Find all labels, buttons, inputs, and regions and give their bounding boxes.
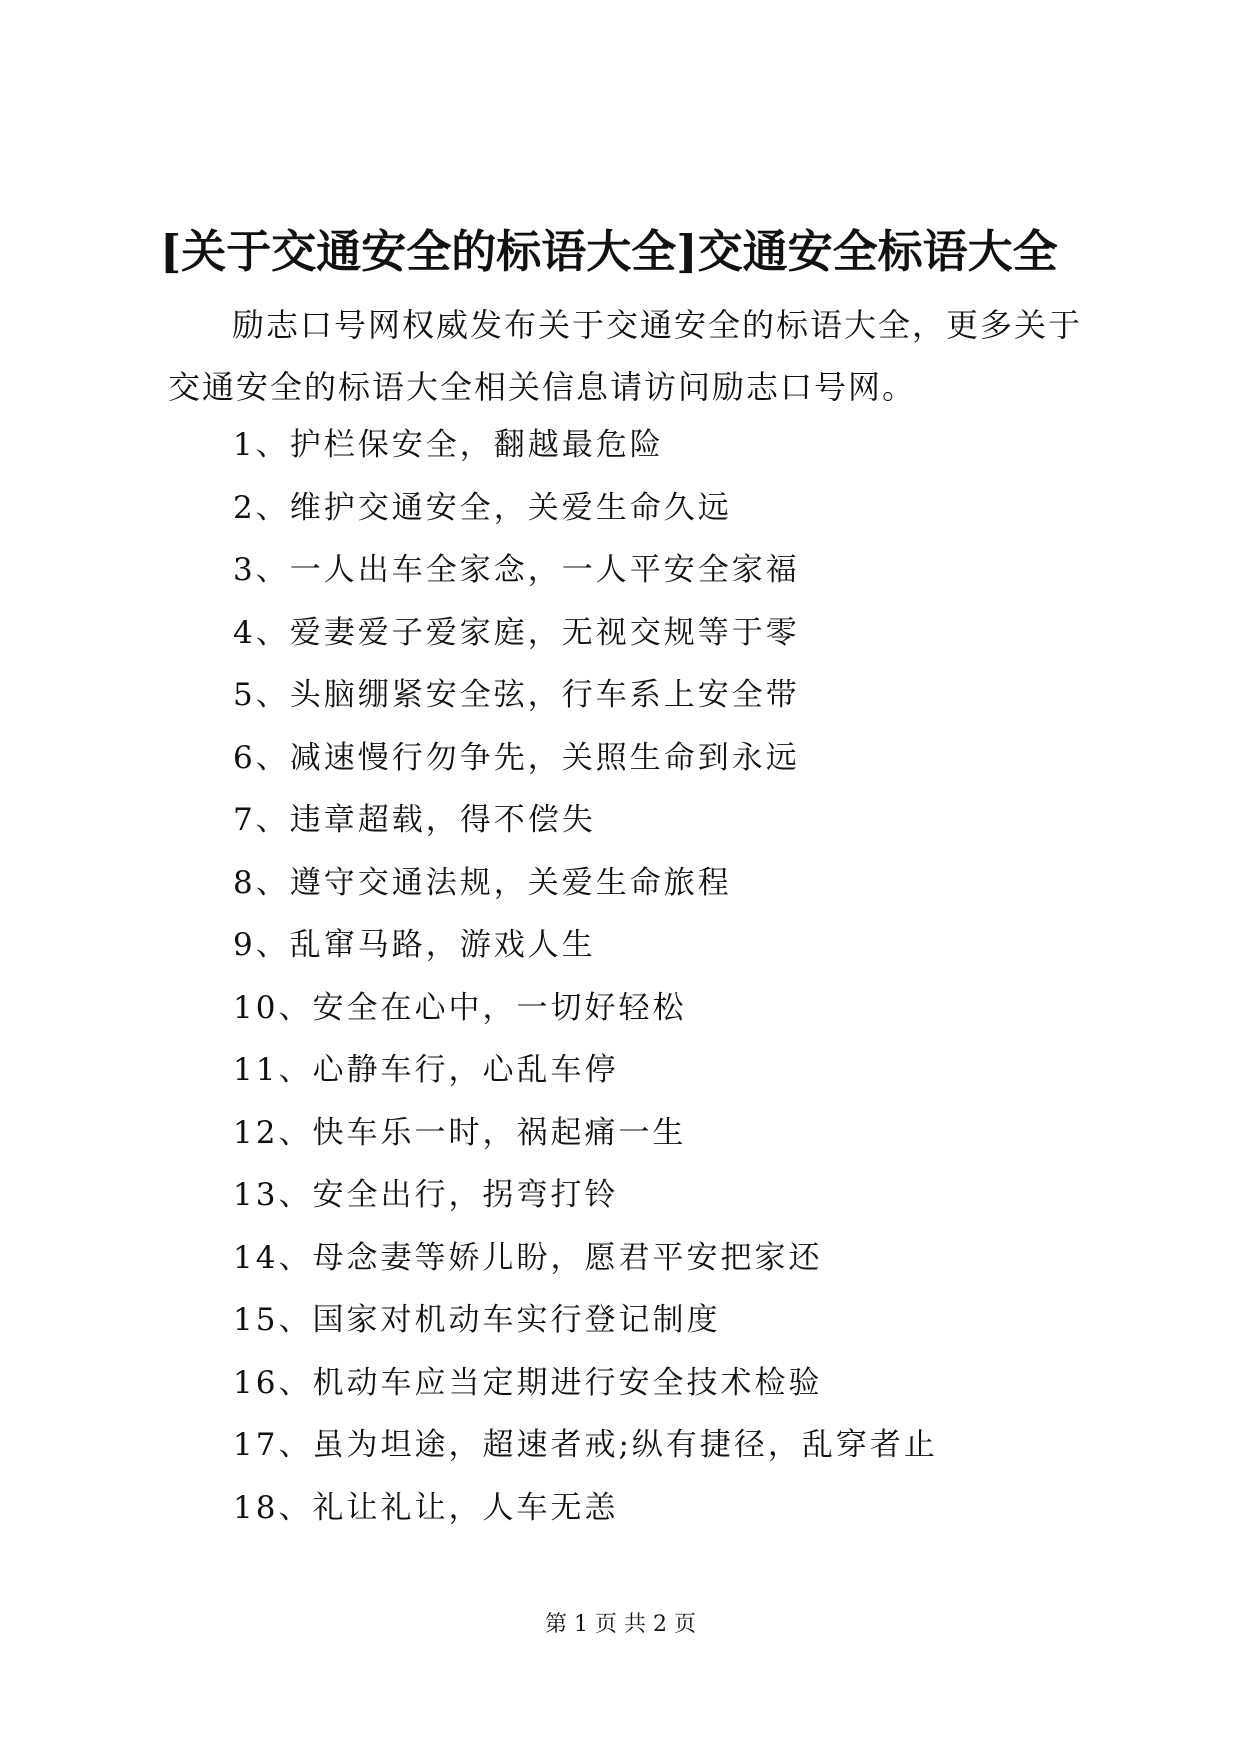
slogan-item: 8、遵守交通法规，关爱生命旅程 — [233, 864, 732, 901]
slogan-item: 18、礼让礼让，人车无恙 — [233, 1489, 619, 1526]
slogan-item: 13、安全出行，拐弯打铃 — [233, 1177, 619, 1213]
slogan-item: 16、机动车应当定期进行安全技术检验 — [233, 1364, 823, 1401]
slogan-item: 14、母念妻等娇儿盼，愿君平安把家还 — [233, 1239, 823, 1276]
slogan-item: 11、心静车行，心乱车停 — [233, 1052, 619, 1088]
slogan-item: 5、头脑绷紧安全弦，行车系上安全带 — [233, 677, 800, 713]
intro-paragraph: 励志口号网权威发布关于交通安全的标语大全，更多关于交通安全的标语大全相关信息请访问励志口号网。 — [168, 306, 1083, 406]
slogan-item: 10、安全在心中，一切好轻松 — [233, 989, 687, 1026]
slogan-item: 7、违章超载，得不偿失 — [233, 802, 596, 838]
slogan-item: 6、减速慢行勿争先，关照生命到永远 — [233, 739, 800, 776]
slogan-item: 9、乱窜马路，游戏人生 — [233, 927, 596, 963]
slogan-item: 4、爱妻爱子爱家庭，无视交规等于零 — [233, 614, 800, 651]
slogan-item: 2、维护交通安全，关爱生命久远 — [233, 489, 732, 526]
slogan-item: 1、护栏保安全，翻越最危险 — [233, 427, 664, 463]
slogan-item: 3、一人出车全家念，一人平安全家福 — [233, 552, 800, 588]
slogan-item: 15、国家对机动车实行登记制度 — [233, 1302, 721, 1338]
slogan-list — [233, 414, 938, 1539]
document-title: [关于交通安全的标语大全]交通安全标语大全 — [160, 225, 1058, 278]
slogan-item: 17、虽为坦途，超速者戒;纵有捷径，乱穿者止 — [233, 1427, 938, 1463]
page-footer: 第 1 页 共 2 页 — [545, 1612, 696, 1637]
slogan-item: 12、快车乐一时，祸起痛一生 — [233, 1114, 687, 1151]
